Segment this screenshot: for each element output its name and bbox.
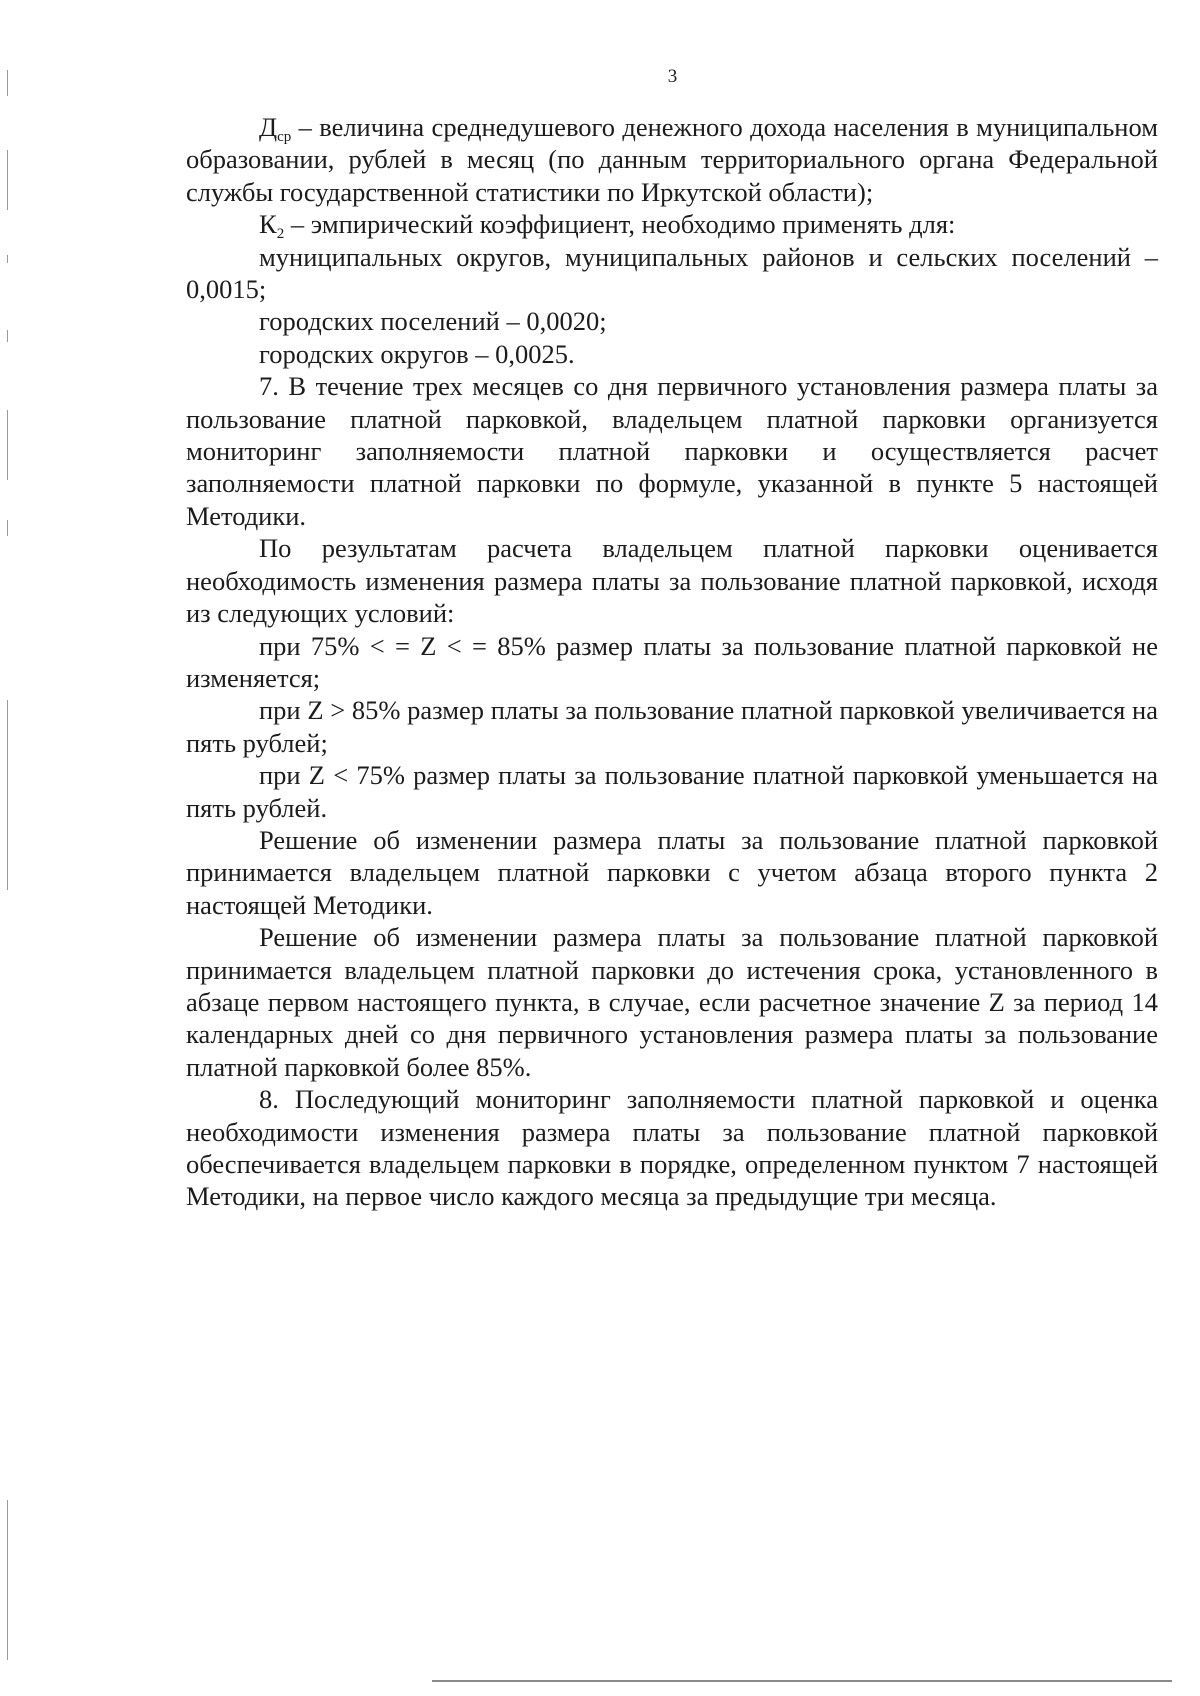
scan-edge-mark xyxy=(7,330,8,342)
scan-edge-mark xyxy=(7,255,8,263)
scan-edge-mark xyxy=(7,150,8,210)
paragraph-coefficient-municipal: муниципальных округов, муниципальных районов и сельских поселений – 0,0015; xyxy=(186,241,1158,305)
formula-subscript: ср xyxy=(277,129,292,145)
paragraph-condition-increase: при Z > 85% размер платы за пользование платной парковкой увеличивается на пять рублей; xyxy=(186,695,1158,758)
scan-bottom-edge xyxy=(432,1680,1172,1682)
formula-symbol: К xyxy=(259,209,277,240)
scan-edge-mark xyxy=(7,700,8,890)
paragraph-condition-unchanged: при 75% < = Z < = 85% размер платы за пользование платной парковкой не изменяется; xyxy=(186,630,1158,693)
paragraph-text: – эмпирический коэффициент, необходимо применять для: xyxy=(284,209,956,240)
document-body xyxy=(186,111,1158,1213)
paragraph-income-definition xyxy=(186,111,1158,208)
formula-symbol: Д xyxy=(259,112,278,142)
paragraph-coefficient-urban-districts: городских округов – 0,0025. xyxy=(259,338,575,369)
scan-edge-mark xyxy=(7,410,8,480)
paragraph-item-7: 7. В течение трех месяцев со дня первичного установления размера платы за пользование платной парковкой, владельцем платной парковки организуется мониторинг заполняемости платной парковки и осуществляется расчет заполняемости платной парковки по формуле, указанной в пункте 5 настоящей Методики. xyxy=(186,371,1158,531)
paragraph-coefficient-urban-settlements: городских поселений – 0,0020; xyxy=(259,306,607,337)
page-number: 3 xyxy=(667,66,678,87)
scan-edge-mark xyxy=(7,1500,8,1660)
paragraph-item-8: 8. Последующий мониторинг заполняемости платной парковкой и оценка необходимости изменения размера платы за пользование платной парковкой обеспечивается владельцем парковки в порядке, определенном пунктом 7 настоящей Методики, на первое число каждого месяца за предыдущие три месяца. xyxy=(186,1084,1158,1212)
paragraph-calculation-results: По результатам расчета владельцем платной парковки оценивается необходимость изменения размера платы за пользование платной парковкой, исходя из следующих условий: xyxy=(186,533,1158,629)
paragraph-text: – величина среднедушевого денежного дохода населения в муниципальном образовании, рублей в месяц (по данным территориального органа Федеральной службы государственной статистики по Иркутской области); xyxy=(186,112,1158,207)
paragraph-decision-2: Решение об изменении размера платы за пользование платной парковкой принимается владельцем платной парковки до истечения срока, установленного в абзаце первом настоящего пункта, в случае, если расчетное значение Z за период 14 календарных дней со дня первичного установления размера платы за пользование платной парковкой более 85%. xyxy=(186,922,1158,1082)
scan-edge-mark xyxy=(7,520,8,536)
paragraph-decision-1: Решение об изменении размера платы за пользование платной парковкой принимается владельцем платной парковки с учетом абзаца второго пункта 2 настоящей Методики. xyxy=(186,824,1158,920)
paragraph-coefficient-definition xyxy=(186,208,1158,243)
paragraph-condition-decrease: при Z < 75% размер платы за пользование платной парковкой уменьшается на пять рублей. xyxy=(186,760,1158,823)
formula-subscript: 2 xyxy=(276,226,285,243)
